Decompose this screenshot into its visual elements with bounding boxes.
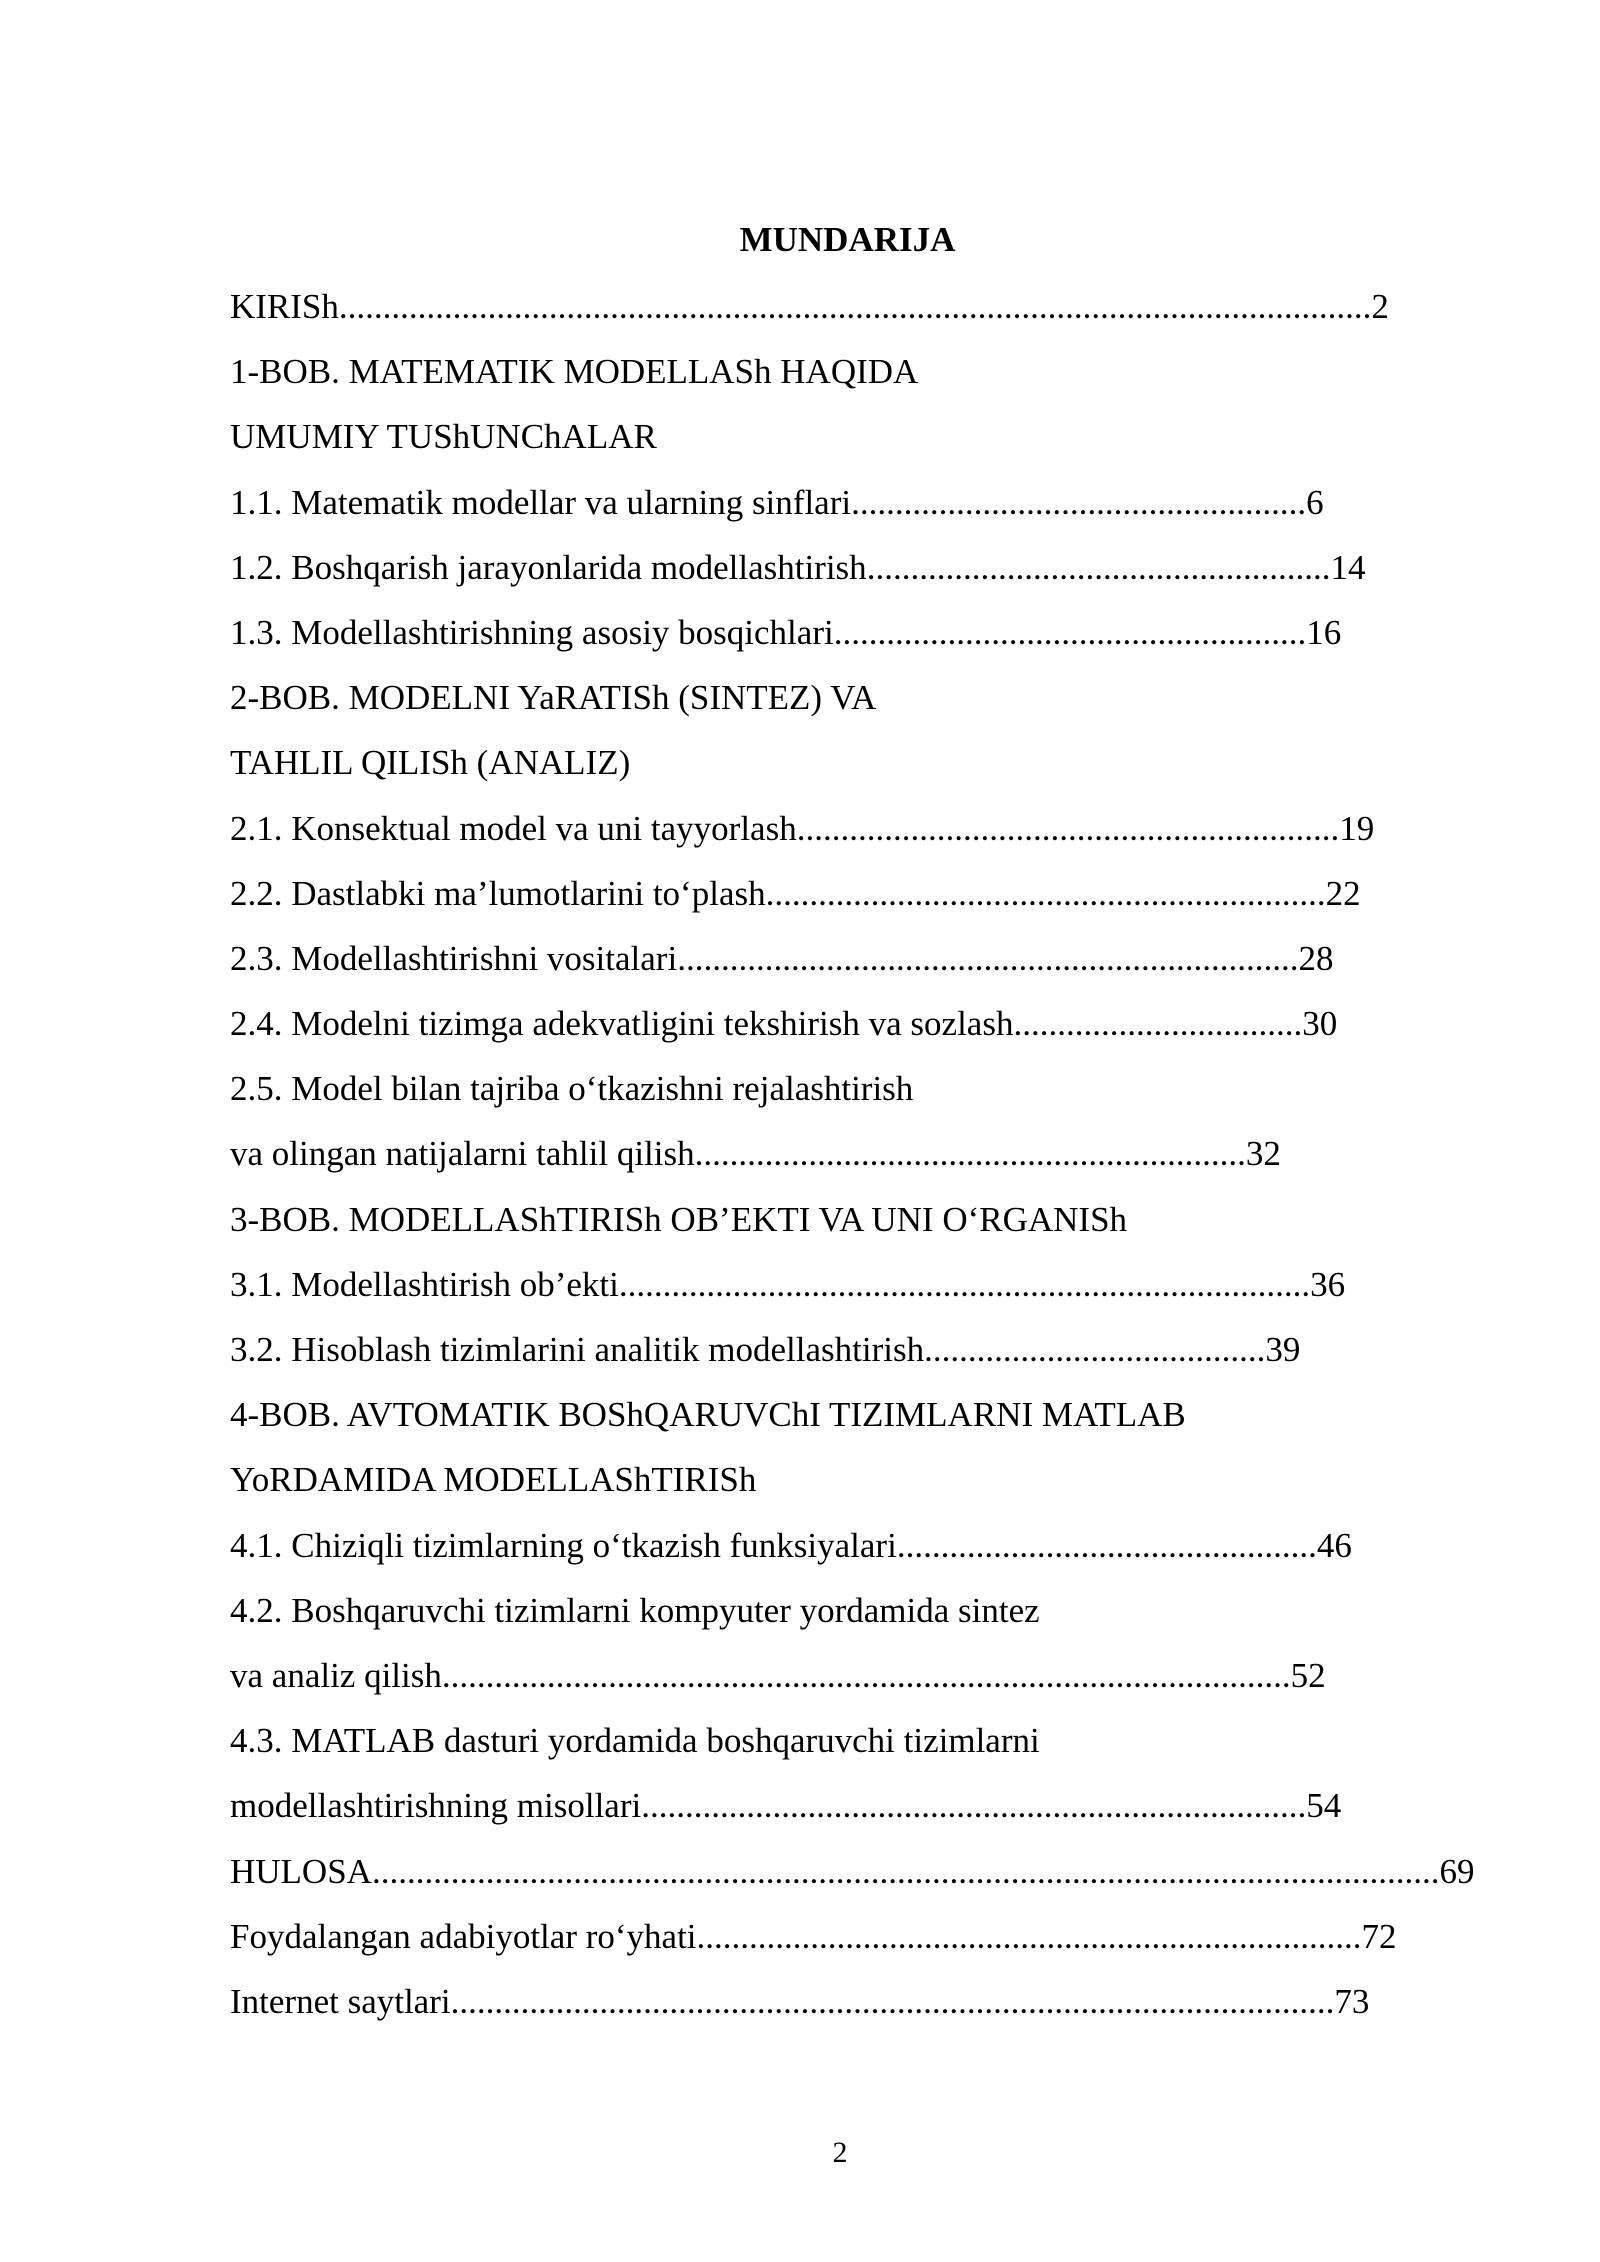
toc-entry-row (230, 1847, 1474, 1897)
toc-page-number: 39 (1265, 1330, 1301, 1369)
toc-entry (230, 1390, 1474, 1455)
toc-entry-row (230, 1651, 1326, 1701)
toc-dot-leader: .................................................... (851, 482, 1307, 522)
toc-entry (230, 1651, 1474, 1716)
toc-entry-text: 2-BOB. MODELNI YaRATISh (SINTEZ) VA (230, 678, 877, 718)
toc-entry (230, 1064, 1474, 1129)
toc-entry-row (230, 608, 1341, 658)
toc-entry-text: 2.3. Modellashtirishni vositalari (230, 938, 678, 978)
toc-entry-text: Foydalangan adabiyotlar ro‘yhati (230, 1916, 697, 1956)
toc-entry (230, 1716, 1474, 1781)
toc-entry-text: 2.2. Dastlabki ma’lumotlarini to‘plash (230, 873, 766, 913)
table-of-contents (230, 282, 1474, 2042)
toc-entry-text: va analiz qilish (230, 1655, 442, 1695)
toc-entry-text: KIRISh (230, 287, 339, 326)
toc-page-number: 73 (1334, 1981, 1370, 2021)
toc-entry (230, 1455, 1474, 1520)
toc-entry-text: va olingan natijalarni tahlil qilish (230, 1134, 695, 1174)
toc-dot-leader: ...................................................... (833, 612, 1307, 652)
toc-entry (230, 1586, 1474, 1651)
toc-entry-text: 4.1. Chiziqli tizimlarning o‘tkazish funksiyalari (230, 1525, 897, 1565)
toc-entry (230, 1521, 1474, 1586)
toc-page-number: 52 (1290, 1655, 1326, 1695)
toc-entry (230, 478, 1474, 543)
toc-entry-row (230, 738, 630, 788)
toc-page-number: 28 (1298, 938, 1334, 978)
toc-entry-text: Internet saytlari (230, 1981, 451, 2021)
toc-dot-leader: ............................................................... (694, 1134, 1246, 1174)
toc-entry (230, 1195, 1474, 1260)
toc-entry-text: 3-BOB. MODELLAShTIRISh OB’EKTI VA UNI O‘RGANISh (230, 1199, 1128, 1239)
toc-entry-text: 2.5. Model bilan tajriba o‘tkazishni rejalashtirish (230, 1069, 914, 1109)
toc-dot-leader: ................................. (1013, 1004, 1303, 1044)
toc-entry-text: UMUMIY TUShUNChALAR (230, 417, 657, 457)
toc-page-number: 16 (1306, 612, 1342, 652)
toc-page-number: 36 (1310, 1264, 1346, 1304)
toc-entry (230, 1781, 1474, 1846)
toc-entry-text: 3.2. Hisoblash tizimlarini analitik modellashtirish (230, 1330, 925, 1369)
toc-entry-row (230, 1912, 1397, 1962)
toc-entry-row (230, 673, 876, 723)
toc-entry (230, 869, 1474, 934)
toc-page-number: 46 (1316, 1525, 1352, 1565)
toc-entry-text: TAHLIL QILISh (ANALIZ) (230, 743, 631, 783)
toc-entry-row (230, 1977, 1369, 2027)
toc-entry-row (230, 1586, 1040, 1636)
toc-dot-leader: .............................................................. (796, 808, 1340, 848)
toc-entry-row (230, 478, 1324, 528)
toc-entry-row (230, 1129, 1281, 1179)
toc-entry (230, 347, 1474, 412)
toc-entry (230, 543, 1474, 608)
toc-entry-text: 4.2. Boshqaruvchi tizimlarni kompyuter yordamida sintez (230, 1590, 1040, 1630)
toc-entry (230, 1847, 1474, 1912)
toc-entry-row (230, 1521, 1352, 1571)
toc-page-number: 72 (1361, 1916, 1397, 1956)
toc-page-number: 2 (1371, 287, 1389, 326)
toc-entry (230, 1977, 1474, 2042)
toc-entry-row (230, 1455, 756, 1505)
toc-entry-row (230, 282, 1389, 332)
toc-entry-text: 1-BOB. MATEMATIK MODELLASh HAQIDA (230, 352, 919, 392)
toc-dot-leader: ............................................................................ (696, 1916, 1362, 1956)
toc-entry-row (230, 1260, 1345, 1310)
toc-dot-leader: .......................................................................................................................... (371, 1851, 1440, 1891)
toc-entry (230, 1912, 1474, 1977)
toc-entry-text: 1.2. Boshqarish jarayonlarida modellashtirish (230, 547, 867, 587)
toc-dot-leader: ................................................ (896, 1525, 1317, 1565)
toc-entry-row (230, 934, 1333, 984)
page-title: MUNDARIJA (739, 220, 956, 259)
toc-entry-row (230, 412, 657, 462)
toc-entry-text: 4.3. MATLAB dasturi yordamida boshqaruvchi tizimlarni (230, 1721, 1040, 1761)
toc-page-number: 30 (1302, 1004, 1338, 1044)
toc-entry-row (230, 1325, 1300, 1375)
toc-entry-text: 1.3. Modellashtirishning asosiy bosqichlari (230, 612, 834, 652)
toc-entry-row (230, 1064, 913, 1114)
toc-dot-leader: ....................................... (924, 1330, 1266, 1369)
toc-entry (230, 934, 1474, 999)
toc-page-number: 22 (1325, 873, 1361, 913)
toc-entry-text: 1.1. Matematik modellar va ularning sinflari (230, 482, 852, 522)
toc-entry-row (230, 804, 1374, 854)
toc-page-number: 32 (1245, 1134, 1281, 1174)
toc-page-number: 19 (1339, 808, 1375, 848)
toc-dot-leader: ............................................................................ (641, 1786, 1307, 1826)
toc-entry-row (230, 347, 918, 397)
toc-entry-text: YoRDAMIDA MODELLAShTIRISh (230, 1460, 757, 1500)
toc-entry-row (230, 543, 1365, 593)
toc-entry (230, 738, 1474, 803)
toc-entry-text: 2.4. Modelni tizimga adekvatligini tekshirish va sozlash (230, 1004, 1014, 1044)
toc-entry-row (230, 1195, 1127, 1245)
toc-entry (230, 412, 1474, 477)
toc-entry-row (230, 999, 1337, 1049)
toc-entry-row (230, 1716, 1040, 1766)
toc-dot-leader: ................................................................................................. (441, 1655, 1291, 1695)
toc-entry (230, 608, 1474, 673)
toc-entry-row (230, 869, 1361, 919)
toc-entry (230, 999, 1474, 1064)
toc-entry (230, 282, 1474, 347)
toc-page-number: 69 (1439, 1851, 1475, 1891)
toc-entry (230, 804, 1474, 869)
toc-entry (230, 673, 1474, 738)
toc-entry (230, 1129, 1474, 1194)
toc-page-number: 6 (1306, 482, 1324, 522)
toc-page-number: 54 (1306, 1786, 1342, 1826)
toc-entry (230, 1260, 1474, 1325)
toc-dot-leader: ................................................................ (765, 873, 1326, 913)
toc-entry-row (230, 1390, 1186, 1440)
toc-dot-leader: ..................................................................................................... (450, 1981, 1335, 2021)
toc-entry-text: HULOSA (230, 1851, 372, 1891)
toc-entry-text: 3.1. Modellashtirish ob’ekti (230, 1264, 619, 1304)
page-number: 2 (832, 2136, 848, 2169)
toc-dot-leader: ....................................................................... (677, 938, 1299, 978)
toc-dot-leader: ...................................................................................................................... (338, 287, 1372, 326)
toc-entry (230, 1325, 1474, 1390)
toc-dot-leader: ............................................................................... (618, 1264, 1311, 1304)
toc-entry-text: 4-BOB. AVTOMATIK BOShQARUVChI TIZIMLARNI MATLAB (230, 1395, 1186, 1435)
toc-entry-row (230, 1781, 1341, 1831)
toc-entry-text: modellashtirishning misollari (230, 1786, 642, 1826)
toc-page-number: 14 (1330, 547, 1366, 587)
toc-entry-text: 2.1. Konsektual model va uni tayyorlash (230, 808, 797, 848)
toc-dot-leader: ..................................................... (866, 547, 1331, 587)
